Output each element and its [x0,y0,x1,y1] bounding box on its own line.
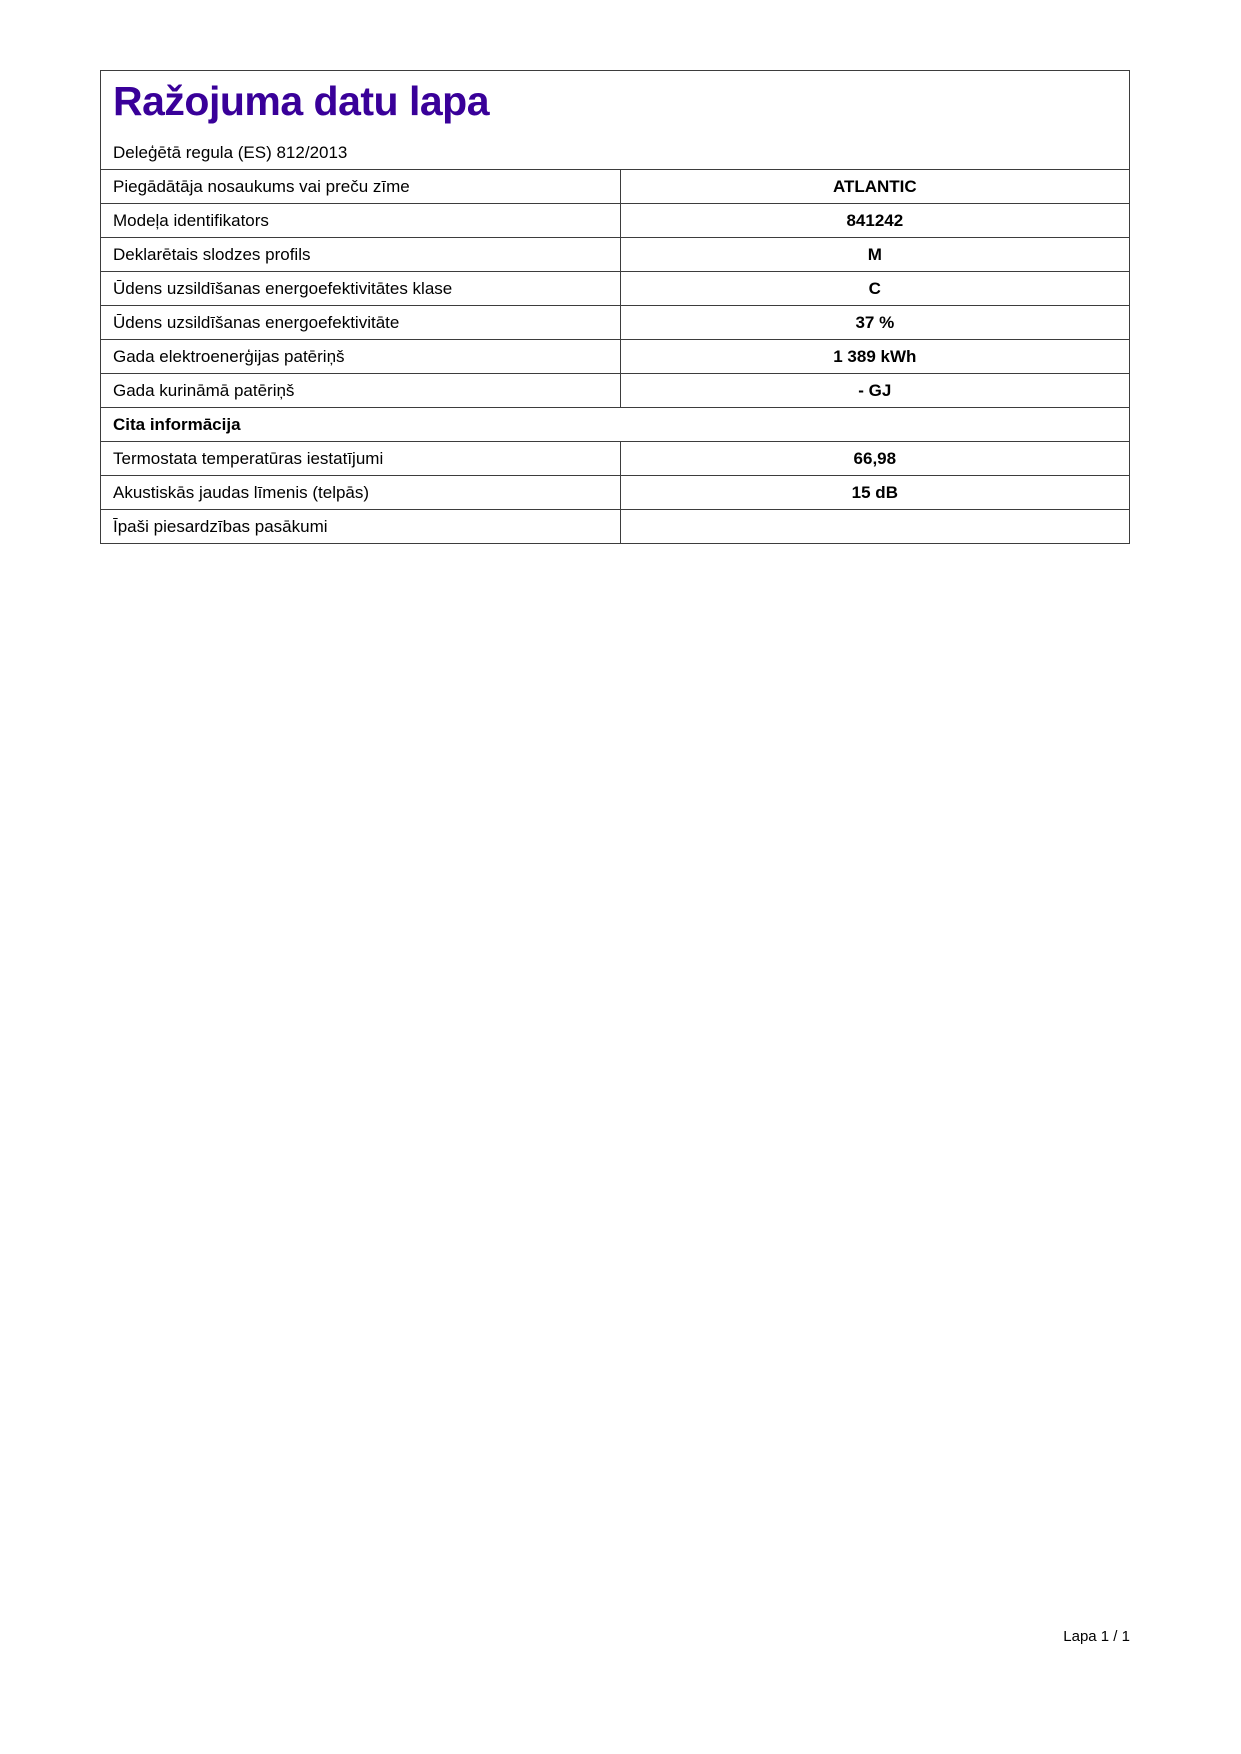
row-value: - GJ [620,374,1129,408]
table-row-precautions [101,510,1130,544]
page-title: Ražojuma datu lapa [113,78,490,124]
row-label: Akustiskās jaudas līmenis (telpās) [101,476,621,510]
row-label: Ūdens uzsildīšanas energoefektivitāte [101,306,621,340]
table-row-supplier [101,170,1130,204]
product-fiche [100,70,1130,544]
table-row-model-id [101,204,1130,238]
page-number: Lapa 1 / 1 [1063,1628,1130,1645]
row-label: Termostata temperatūras iestatījumi [101,442,621,476]
row-label: Gada kurināmā patēriņš [101,374,621,408]
row-label: Modeļa identifikators [101,204,621,238]
section-header-label: Cita informācija [101,408,1130,442]
row-value [620,510,1129,544]
section-header-row [101,408,1130,442]
row-label: Īpaši piesardzības pasākumi [101,510,621,544]
table-row-load-profile [101,238,1130,272]
row-value: C [620,272,1129,306]
table-row-sound-power [101,476,1130,510]
row-value: 37 % [620,306,1129,340]
table-row-efficiency [101,306,1130,340]
row-label: Deklarētais slodzes profils [101,238,621,272]
row-value: ATLANTIC [620,170,1129,204]
row-value: 1 389 kWh [620,340,1129,374]
row-label: Piegādātāja nosaukums vai preču zīme [101,170,621,204]
regulation-subtitle: Deleģētā regula (ES) 812/2013 [113,143,348,162]
table-row-annual-fuel [101,374,1130,408]
row-label: Gada elektroenerģijas patēriņš [101,340,621,374]
row-value: 841242 [620,204,1129,238]
table-row-efficiency-class [101,272,1130,306]
row-label: Ūdens uzsildīšanas energoefektivitātes klase [101,272,621,306]
row-value: 15 dB [620,476,1129,510]
table-row-annual-electricity [101,340,1130,374]
row-value: M [620,238,1129,272]
title-row [101,71,1130,170]
table-row-thermostat [101,442,1130,476]
row-value: 66,98 [620,442,1129,476]
product-data-table [100,70,1130,544]
